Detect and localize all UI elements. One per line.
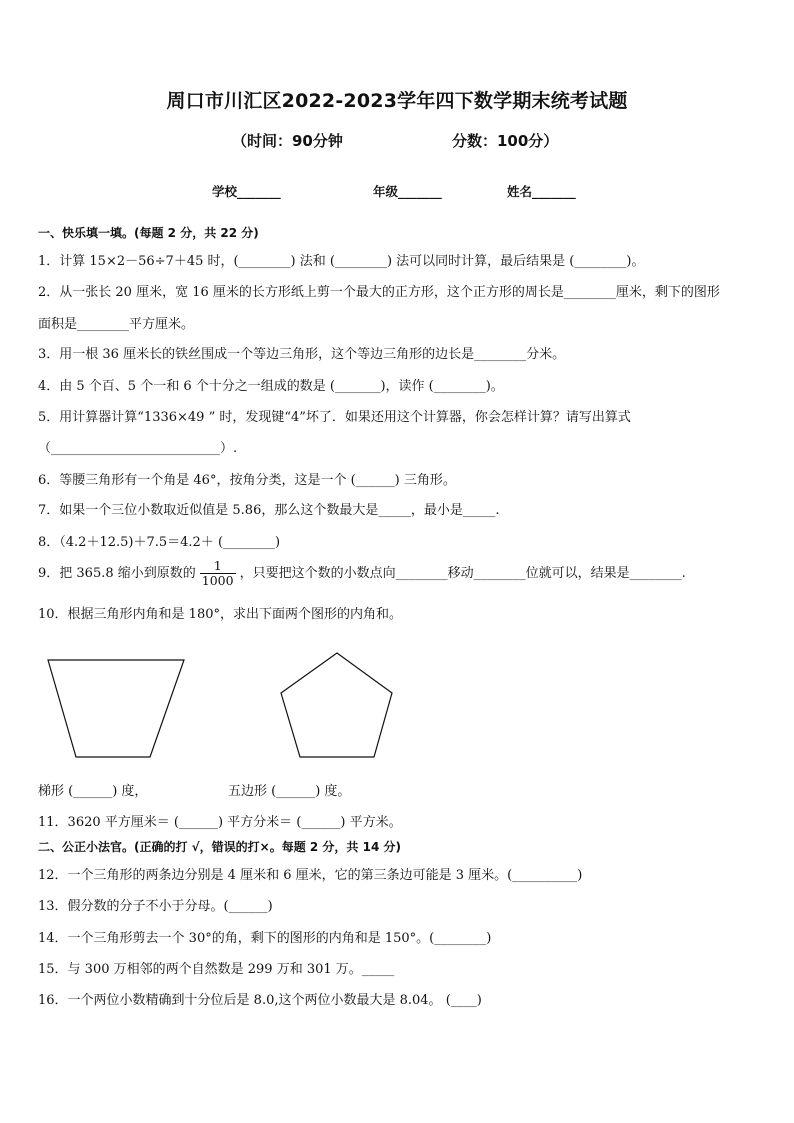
question-2-line-1: 2．从一张长 20 厘米，宽 16 厘米的长方形纸上剪一个最大的正方形，这个正方形的周长是________厘米，剩下的图形 bbox=[38, 285, 720, 300]
question-6: 6．等腰三角形有一个角是 46°，按角分类，这是一个 (______) 三角形。 bbox=[38, 473, 456, 488]
section-1-heading: 一、快乐填一填。(每题 2 分，共 22 分) bbox=[38, 226, 259, 240]
name-field: 姓名_______ bbox=[507, 184, 576, 199]
question-8: 8．（4.2＋12.5)＋7.5＝4.2＋ (________) bbox=[38, 535, 281, 550]
question-1: 1．计算 15×2－56÷7＋45 时，(________) 法和 (________) 法可以同时计算，最后结果是 (________)。 bbox=[38, 254, 645, 269]
fraction bbox=[200, 559, 236, 588]
question-13: 13．假分数的分子不小于分母。(______) bbox=[38, 899, 273, 914]
q10-figures bbox=[0, 640, 794, 770]
question-15: 15．与 300 万相邻的两个自然数是 299 万和 301 万。_____ bbox=[38, 962, 395, 977]
page-title: 周口市川汇区2022-2023学年四下数学期末统考试题 bbox=[166, 90, 628, 112]
pentagon-figure bbox=[281, 653, 392, 757]
question-4: 4．由 5 个百、5 个一和 6 个十分之一组成的数是 (_______)，读作 (________)。 bbox=[38, 379, 504, 394]
trapezoid-figure bbox=[48, 660, 184, 757]
exam-time: （时间：90分钟 bbox=[232, 132, 343, 150]
question-12: 12．一个三角形的两条边分别是 4 厘米和 6 厘米，它的第三条边可能是 3 厘米。(__________) bbox=[38, 868, 583, 883]
question-7: 7．如果一个三位小数取近似值是 5.86，那么这个数最大是_____，最小是_____. bbox=[38, 503, 500, 518]
trapezoid-answer: 梯形 (______) 度， bbox=[38, 784, 148, 799]
question-3: 3．用一根 36 厘米长的铁丝围成一个等边三角形，这个等边三角形的边长是________分米。 bbox=[38, 347, 566, 362]
question-16: 16．一个两位小数精确到十分位后是 8.0,这个两位小数最大是 8.04。 (____) bbox=[38, 993, 482, 1008]
school-field: 学校_______ bbox=[212, 184, 281, 199]
exam-score: 分数：100分） bbox=[452, 132, 559, 150]
question-9-text-before: 9．把 365.8 缩小到原数的 bbox=[38, 566, 196, 581]
question-5-line-2: （__________________________）. bbox=[38, 441, 238, 456]
section-2-heading: 二、公正小法官。(正确的打 √，错误的打×。每题 2 分，共 14 分) bbox=[38, 840, 401, 854]
question-9 bbox=[38, 559, 686, 588]
grade-field: 年级_______ bbox=[373, 184, 442, 199]
fraction-denominator: 1000 bbox=[201, 573, 234, 588]
question-9-text-after: ，只要把这个数的小数点向________移动________位就可以，结果是________. bbox=[239, 566, 686, 581]
fraction-numerator: 1 bbox=[200, 559, 236, 574]
question-11: 11．3620 平方厘米＝ (______) 平方分米＝ (______) 平方米。 bbox=[38, 815, 402, 830]
question-5-line-1: 5．用计算器计算“1336×49 ” 时，发现键“4”坏了．如果还用这个计算器，你会怎样计算？请写出算式 bbox=[38, 410, 631, 425]
pentagon-answer: 五边形 (______) 度。 bbox=[228, 784, 351, 799]
question-2-line-2: 面积是________平方厘米。 bbox=[38, 317, 195, 332]
question-10: 10．根据三角形内角和是 180°，求出下面两个图形的内角和。 bbox=[38, 607, 402, 622]
question-14: 14．一个三角形剪去一个 30°的角，剩下的图形的内角和是 150°。(________) bbox=[38, 931, 492, 946]
